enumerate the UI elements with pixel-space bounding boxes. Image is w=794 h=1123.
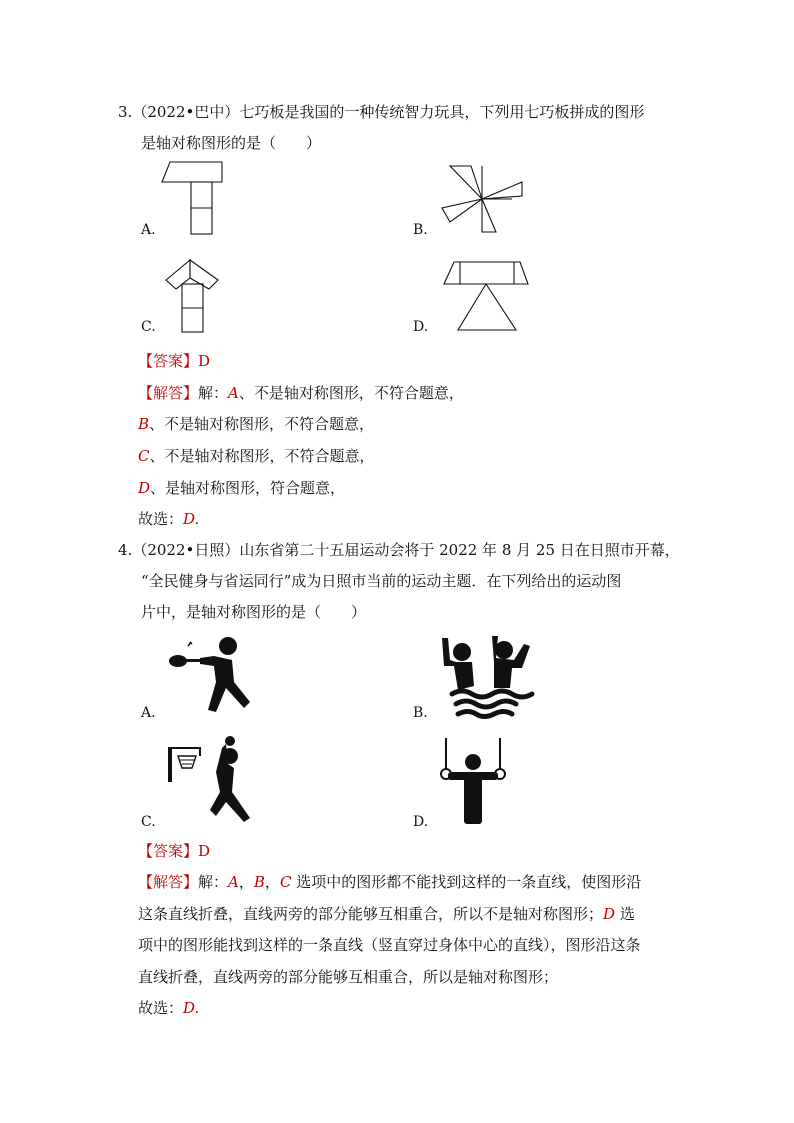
q4-option-d-label: D.: [413, 814, 429, 830]
q4-choose-end: .: [194, 999, 200, 1017]
q3-analysis-line4: [138, 477, 345, 499]
q4-choose-label: 故选：: [138, 999, 184, 1017]
q4-figure-a-badminton: [164, 632, 266, 718]
q3-analysis-tag: 【解答】: [138, 384, 199, 402]
q3-choose-label: 故选：: [138, 510, 184, 528]
q4-stem-line1: [118, 539, 680, 561]
q4-answer: [138, 840, 210, 862]
q3-analysis-letter-a: A: [228, 384, 239, 402]
q3-analysis-lead: 解：: [198, 384, 229, 402]
q4-figure-d-rings: [438, 736, 508, 828]
q3-analysis-letter-b: B: [138, 415, 150, 433]
q3-option-a-label: A.: [141, 222, 156, 238]
q3-option-d-label: D.: [413, 319, 429, 335]
q3-analysis-letter-c: C: [138, 447, 150, 465]
q4-choose: [138, 997, 199, 1019]
q4-choose-value: D: [183, 999, 195, 1017]
q4-analysis-sep2: ，: [264, 873, 280, 891]
q3-figure-b: [436, 160, 528, 238]
q4-number: 4.: [118, 541, 133, 559]
q3-stem-line2: 是轴对称图形的是（ ）: [141, 134, 322, 152]
q4-stem-line3: 片中，是轴对称图形的是（ ）: [141, 603, 367, 621]
q4-analysis-line1: [138, 871, 641, 893]
q4-option-a-label: A.: [141, 705, 156, 721]
q4-analysis-letter-d: D: [603, 905, 616, 923]
q4-analysis-line2: [138, 903, 635, 925]
q3-answer: [138, 350, 210, 372]
q3-answer-tag: 【答案】: [138, 352, 199, 370]
q4-figure-c-basketball: [164, 734, 258, 828]
q3-figure-a: [160, 160, 230, 238]
q3-stem-line1: [118, 101, 644, 123]
q4-text1: 山东省第二十五届运动会将于 2022 年 8 月 25 日在日照市开幕，: [239, 541, 680, 559]
q3-choose-value: D: [183, 510, 195, 528]
q4-figure-b-swimming: [438, 632, 536, 720]
q3-analysis-line1: [138, 382, 464, 404]
q3-analysis-text-a: 、不是轴对称图形，不符合题意，: [238, 384, 464, 402]
q3-analysis-text-d: 、是轴对称图形，符合题意，: [150, 479, 346, 497]
q4-analysis-line3: 项中的图形能找到这样的一条直线（竖直穿过身体中心的直线），图形沿这条: [138, 936, 641, 954]
q3-text1: 七巧板是我国的一种传统智力玩具，下列用七巧板拼成的图形: [239, 103, 645, 121]
q4-answer-tag: 【答案】: [138, 842, 199, 860]
q4-analysis-sep1: ，: [238, 873, 254, 891]
q3-analysis-line2: [138, 413, 374, 435]
q3-option-c-label: C.: [141, 319, 156, 335]
q3-choose: [138, 508, 199, 530]
q4-analysis-letter-c: C: [279, 873, 292, 891]
q4-analysis-text1: 选项中的图形都不能找到这样的一条直线，使图形沿: [291, 873, 642, 891]
q3-source: （2022•巴中）: [132, 103, 240, 121]
q4-analysis-text2: 这条直线折叠，直线两旁的部分能够互相重合，所以不是轴对称图形；: [138, 905, 604, 923]
q3-figure-d: [440, 258, 534, 334]
q3-analysis-text-b: 、不是轴对称图形，不符合题意，: [149, 415, 375, 433]
q3-analysis-text-c: 、不是轴对称图形，不符合题意，: [149, 447, 375, 465]
q3-number: 3.: [118, 103, 133, 121]
q4-answer-value: D: [198, 842, 211, 860]
q4-analysis-letter-a: A: [228, 873, 239, 891]
q3-answer-value: D: [198, 352, 211, 370]
q4-analysis-lead: 解：: [198, 873, 229, 891]
q3-figure-c: [162, 256, 224, 336]
q3-choose-end: .: [194, 510, 200, 528]
q3-analysis-letter-d: D: [138, 479, 151, 497]
q4-analysis-letter-b: B: [253, 873, 265, 891]
q4-stem-line2: “全民健身与省运同行”成为日照市当前的运动主题．在下列给出的运动图: [141, 572, 622, 590]
q3-option-b-label: B.: [413, 222, 428, 238]
q4-option-c-label: C.: [141, 814, 156, 830]
q4-analysis-tag: 【解答】: [138, 873, 199, 891]
q4-option-b-label: B.: [413, 705, 428, 721]
q4-analysis-text2b: 选: [615, 905, 635, 923]
q3-analysis-line3: [138, 445, 375, 467]
q4-analysis-line4: 直线折叠，直线两旁的部分能够互相重合，所以是轴对称图形；: [138, 968, 559, 986]
q4-source: （2022•日照）: [132, 541, 240, 559]
